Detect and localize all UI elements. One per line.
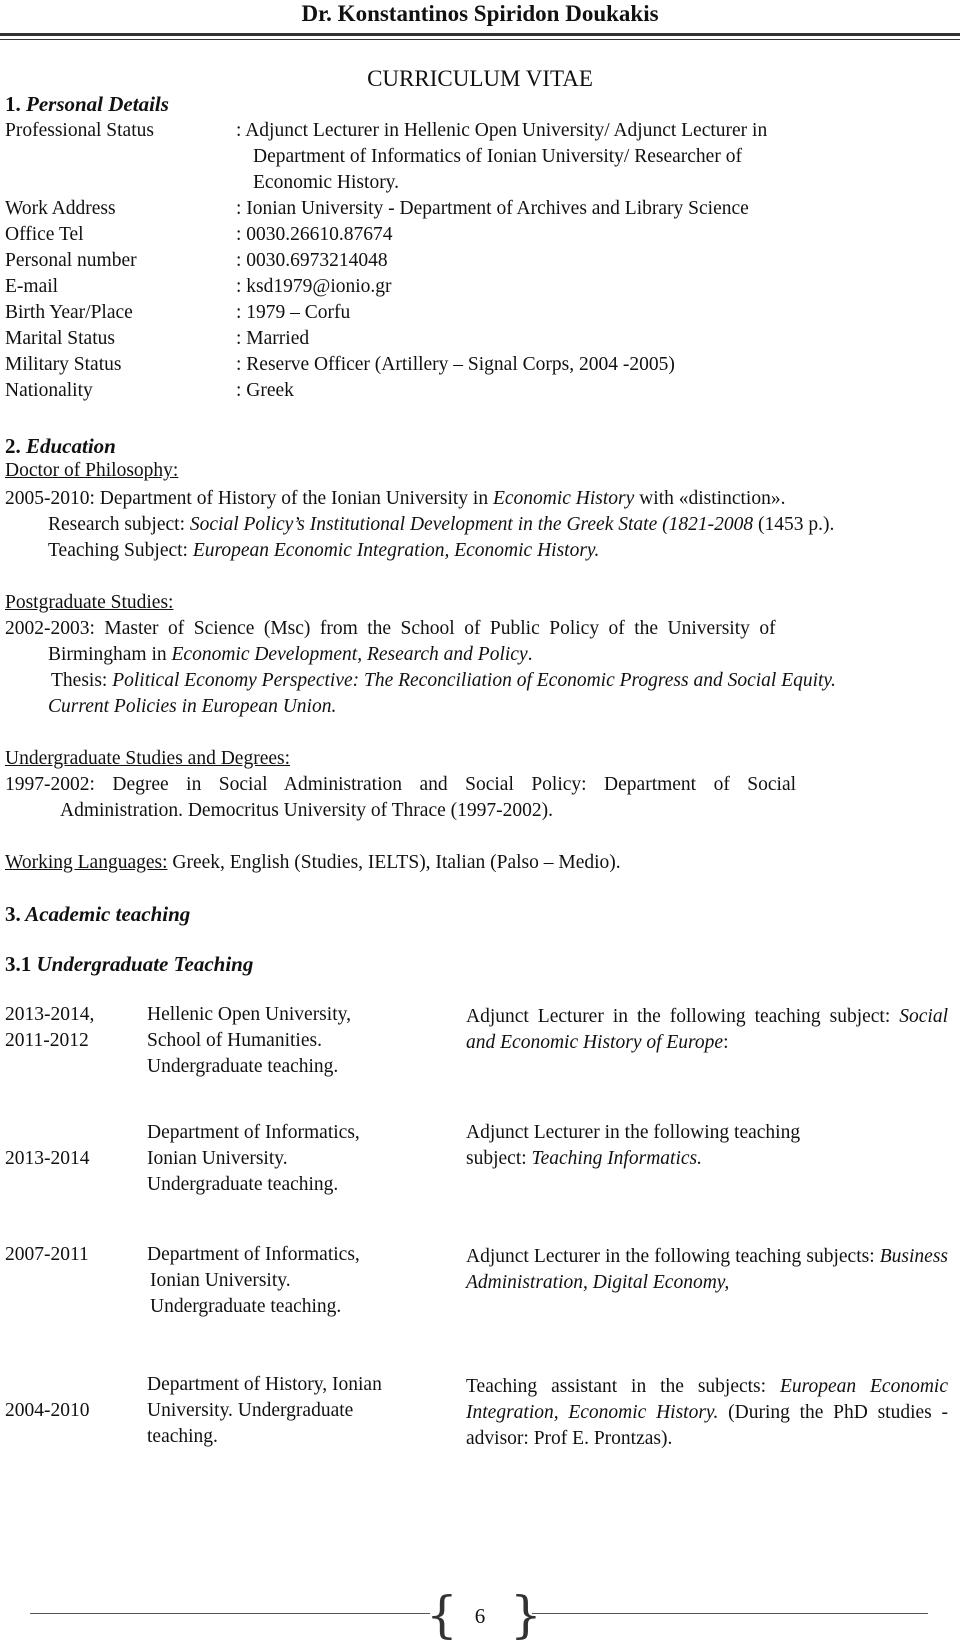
section-number: 3. xyxy=(5,902,21,926)
entry2-subject: Teaching Informatics. xyxy=(531,1148,702,1169)
value-personal-number: : 0030.6973214048 xyxy=(236,250,388,271)
entry2-years: 2013-2014 xyxy=(5,1148,90,1169)
entry1-subject: Social and Economic History of Europe xyxy=(466,1006,948,1053)
languages-label: Working Languages: xyxy=(5,852,168,873)
entry1-inst3: Undergraduate teaching. xyxy=(147,1056,339,1077)
postgrad-line4 xyxy=(48,696,336,718)
undergrad-label: Undergraduate Studies and Degrees: xyxy=(5,748,291,769)
section-title: Personal Details xyxy=(26,92,169,116)
undergrad-line2: Administration. Democritus University of Thrace (1997-2002). xyxy=(60,800,553,821)
personal-details-heading xyxy=(5,92,169,117)
undergrad-line1: 1997-2002: Degree in Social Administration and Social Policy: Department of Social xyxy=(5,774,797,795)
entry3-years: 2007-2011 xyxy=(5,1244,89,1265)
postgrad-line1: 2002-2003: Master of Science (Msc) from the School of Public Policy of the University of xyxy=(5,618,776,639)
phd-line1-end: with «distinction». xyxy=(634,488,786,509)
value-professional-status-cont2: Economic History. xyxy=(253,172,400,193)
entry4-desc xyxy=(466,1374,948,1452)
value-nationality: : Greek xyxy=(236,380,294,401)
entry4-years: 2004-2010 xyxy=(5,1400,90,1421)
teaching-heading xyxy=(5,902,190,927)
value-work-address: : Ionian University - Department of Archives and Library Science xyxy=(236,198,749,219)
header-name: Dr. Konstantinos Spiridon Doukakis xyxy=(301,1,659,26)
entry4-inst1: Department of History, Ionian xyxy=(147,1374,382,1395)
postgrad-line2 xyxy=(48,644,532,666)
value-email[interactable]: : ksd1979@ionio.gr xyxy=(236,276,392,297)
section-title: Academic teaching xyxy=(25,902,191,926)
education-heading xyxy=(5,434,116,459)
label-marital-status: Marital Status xyxy=(5,328,115,349)
phd-research-label: Research subject: xyxy=(48,514,190,535)
value-office-tel: : 0030.26610.87674 xyxy=(236,224,393,245)
phd-pages: (1453 p.). xyxy=(753,514,835,535)
entry2-desc-text: subject: xyxy=(466,1148,532,1169)
header-rule-thick xyxy=(0,33,960,36)
entry4-desc-text: Teaching assistant in the subjects: xyxy=(466,1376,780,1397)
entry4-subjects: European Economic Integration, Economic History. xyxy=(466,1376,948,1423)
phd-field: Economic History xyxy=(492,488,635,509)
left-brace-icon: { xyxy=(426,1586,458,1644)
section-number: 1. xyxy=(5,92,21,116)
languages-line xyxy=(5,852,621,874)
postgrad-thesis-subtitle: Current Policies in European Union. xyxy=(48,696,337,717)
value-professional-status: : Adjunct Lecturer in Hellenic Open University/ Adjunct Lecturer in xyxy=(236,120,768,141)
entry1-years1: 2013-2014, xyxy=(5,1004,95,1025)
postgrad-thesis-label: Thesis: xyxy=(51,670,113,691)
entry3-inst2: Ionian University. xyxy=(150,1270,291,1291)
entry3-desc xyxy=(466,1244,948,1296)
entry2-desc-line1: Adjunct Lecturer in the following teaching xyxy=(466,1122,801,1143)
phd-teaching-subject: European Economic Integration, Economic History. xyxy=(192,540,600,561)
entry3-inst1: Department of Informatics, xyxy=(147,1244,360,1265)
value-marital-status: : Married xyxy=(236,328,310,349)
postgrad-field: Economic Development, Research and Policy xyxy=(171,644,528,665)
label-professional-status: Professional Status xyxy=(5,120,154,141)
phd-line2 xyxy=(48,514,834,536)
label-birth: Birth Year/Place xyxy=(5,302,133,323)
label-personal-number: Personal number xyxy=(5,250,137,271)
entry1-years2: 2011-2012 xyxy=(5,1030,89,1051)
entry2-desc-line2 xyxy=(466,1148,702,1170)
header-rule-thin xyxy=(0,39,960,40)
entry4-inst2: University. Undergraduate xyxy=(147,1400,354,1421)
section-title: Education xyxy=(26,434,116,458)
value-professional-status-cont1: Department of Informatics of Ionian University/ Researcher of xyxy=(253,146,742,167)
postgrad-line2-text: Birmingham in xyxy=(48,644,172,665)
entry1-inst2: School of Humanities. xyxy=(147,1030,322,1051)
subsection-title: Undergraduate Teaching xyxy=(36,952,254,976)
page-number: 6 xyxy=(474,1604,486,1628)
entry2-inst1: Department of Informatics, xyxy=(147,1122,360,1143)
phd-teaching-label: Teaching Subject: xyxy=(48,540,193,561)
right-brace-icon: } xyxy=(510,1586,542,1644)
entry4-inst3: teaching. xyxy=(147,1426,218,1447)
label-nationality: Nationality xyxy=(5,380,93,401)
undergrad-teaching-heading xyxy=(5,952,253,977)
postgrad-line3 xyxy=(51,670,836,692)
subsection-number: 3.1 xyxy=(5,952,32,976)
section-number: 2. xyxy=(5,434,21,458)
postgrad-line2-end: . xyxy=(527,644,533,665)
value-birth: : 1979 – Corfu xyxy=(236,302,351,323)
entry1-desc-end: : xyxy=(723,1032,729,1053)
entry1-desc xyxy=(466,1004,948,1056)
label-office-tel: Office Tel xyxy=(5,224,84,245)
phd-line1-text: 2005-2010: Department of History of the Ionian University in xyxy=(5,488,493,509)
label-work-address: Work Address xyxy=(5,198,116,219)
phd-label: Doctor of Philosophy: xyxy=(5,460,179,481)
entry1-inst1: Hellenic Open University, xyxy=(147,1004,351,1025)
entry3-inst3: Undergraduate teaching. xyxy=(150,1296,342,1317)
postgrad-label: Postgraduate Studies: xyxy=(5,592,174,613)
entry4-desc-end: (During the PhD studies - advisor: Prof E. Prontzas). xyxy=(466,1402,948,1449)
cv-title: CURRICULUM VITAE xyxy=(367,66,593,91)
value-military-status: : Reserve Officer (Artillery – Signal Corps, 2004 -2005) xyxy=(236,354,675,375)
entry2-inst3: Undergraduate teaching. xyxy=(147,1174,339,1195)
label-email: E-mail xyxy=(5,276,59,297)
label-military-status: Military Status xyxy=(5,354,122,375)
phd-line1 xyxy=(5,488,785,510)
phd-line3 xyxy=(48,540,599,562)
entry3-subjects: Business Administration, Digital Economy, xyxy=(466,1246,948,1293)
entry2-inst2: Ionian University. xyxy=(147,1148,288,1169)
entry3-desc-text: Adjunct Lecturer in the following teaching subjects: xyxy=(466,1246,880,1267)
phd-research-subject: Social Policy’s Institutional Development in the Greek State (1821-2008 xyxy=(189,514,754,535)
languages-value: Greek, English (Studies, IELTS), Italian (Palso – Medio). xyxy=(167,852,621,873)
entry1-desc-text: Adjunct Lecturer in the following teaching subject: xyxy=(466,1006,900,1027)
postgrad-thesis-title: Political Economy Perspective: The Reconciliation of Economic Progress and Social Equity. xyxy=(112,670,836,691)
